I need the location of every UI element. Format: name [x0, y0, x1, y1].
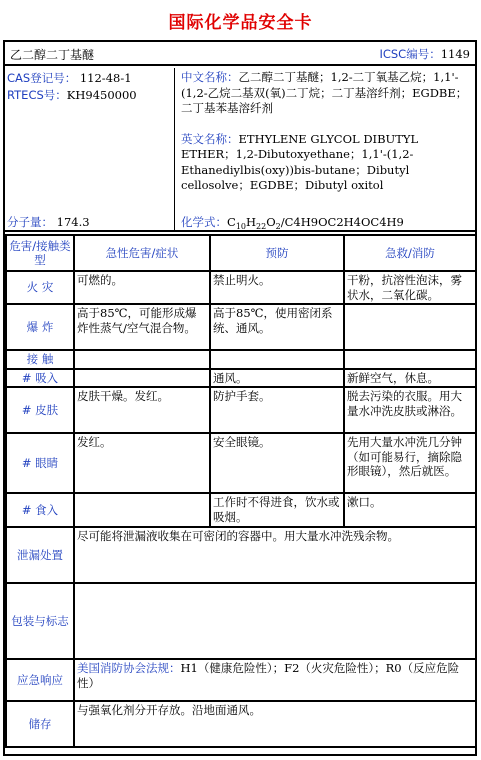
col-header-prevention: 预防	[210, 235, 344, 271]
registry-numbers	[5, 68, 175, 232]
molecular-weight: 分子量： 174.3	[7, 215, 90, 229]
col-header-hazard: 急性危害/症状	[74, 235, 210, 271]
spill-row: 泄漏处置 尽可能将泄漏液收集在可密闭的容器中。用大量水冲洗残余物。	[6, 527, 476, 583]
table-row: # 食入 工作时不得进食，饮水或吸烟。 漱口。	[6, 493, 476, 527]
cas-number: CAS登记号： 112-48-1	[7, 71, 132, 85]
col-header-type: 危害/接触类型	[6, 235, 74, 271]
storage-text: 与强氧化剂分开存放。沿地面通风。	[74, 701, 476, 747]
card-frame	[3, 40, 477, 756]
hazard-table	[5, 234, 477, 748]
chinese-name: 中文名称：乙二醇二丁基醚；1,2-二丁氧基乙烷；1,1'-(1,2-乙烷二基双(氧)二丁烷；二丁基溶纤剂；EGDBE；二丁基苯基溶纤剂	[181, 70, 468, 115]
packaging-row: 包装与标志	[6, 583, 476, 659]
names-block	[177, 68, 473, 196]
col-header-firstaid: 急救/消防	[344, 235, 476, 271]
card-header	[5, 42, 475, 66]
emergency-row: 应急响应 美国消防协会法规：H1（健康危险性）；F2（火灾危险性）；R0（反应危险性）	[6, 659, 476, 701]
chemical-formula: 化学式：$C_{10}H_{22}O_2/C4H9OC2H4OC4H9$	[181, 215, 404, 231]
chemical-name: 乙二醇二丁基醚	[10, 48, 95, 62]
packaging-text	[74, 583, 476, 659]
spill-text: 尽可能将泄漏液收集在可密闭的容器中。用大量水冲洗残余物。	[74, 527, 476, 583]
rtecs-number: RTECS号：KH9450000	[7, 88, 137, 102]
table-row: # 皮肤 皮肤干燥。发红。 防护手套。 脱去污染的衣服。用大量水冲洗皮肤或淋浴。	[6, 387, 476, 433]
table-row: 爆 炸 高于85℃，可能形成爆炸性蒸气/空气混合物。 高于85℃，使用密闭系统、通风。	[6, 304, 476, 350]
table-row: # 眼睛 发红。 安全眼镜。 先用大量水冲洗几分钟（如可能易行，摘除隐形眼镜），然后就医。	[6, 433, 476, 493]
table-row: # 吸入 通风。 新鲜空气，休息。	[6, 369, 476, 388]
english-name: 英文名称：ETHYLENE GLYCOL DIBUTYL ETHER；1,2-Dibutoxyethane；1,1'-(1,2-Ethanediylbis(oxy))bis-butane；Dibutyl cellosolve；EGDBE；Dibutyl oxitol	[181, 131, 419, 192]
table-header-row	[6, 235, 476, 271]
card-title: 国际化学品安全卡	[168, 13, 313, 33]
emergency-text: 美国消防协会法规：H1（健康危险性）；F2（火灾危险性）；R0（反应危险性）	[74, 659, 476, 701]
table-row: 火 灾 可燃的。 禁止明火。 干粉，抗溶性泡沫，雾状水，二氧化碳。	[6, 271, 476, 304]
table-row: 接 触	[6, 350, 476, 369]
identifiers-section	[5, 68, 475, 232]
storage-row: 储存 与强氧化剂分开存放。沿地面通风。	[6, 701, 476, 747]
icsc-number: ICSC编号：1149	[379, 47, 470, 61]
